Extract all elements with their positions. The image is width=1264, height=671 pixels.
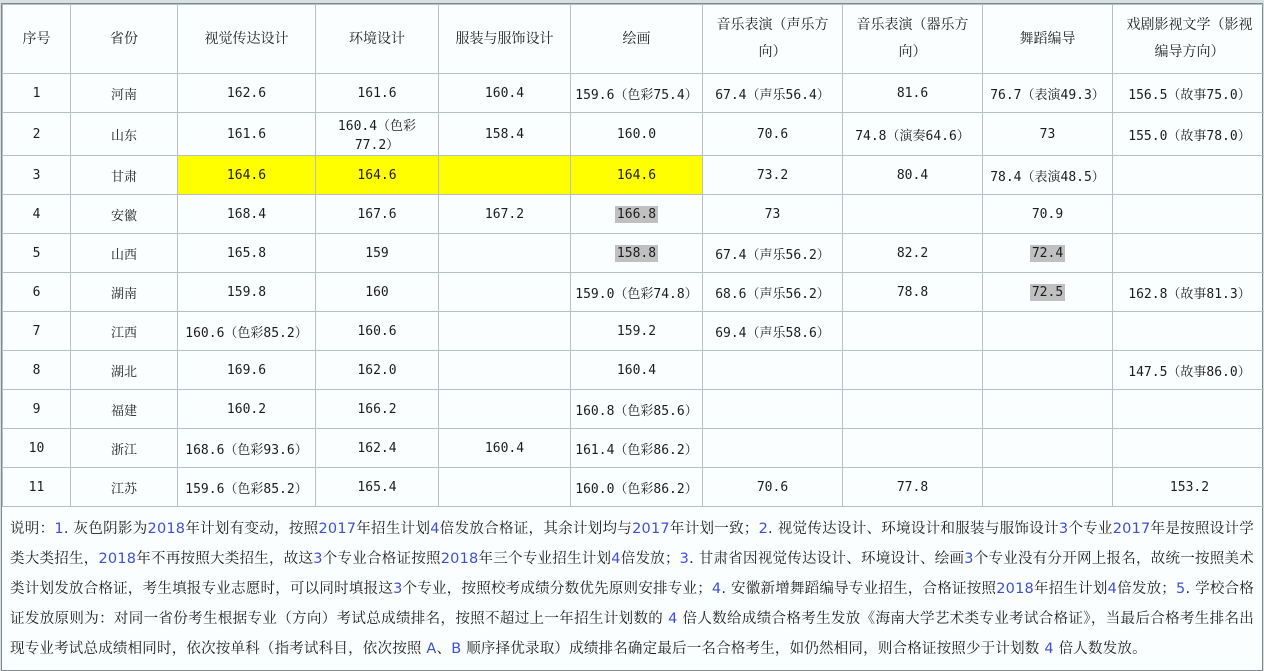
table-cell: 江苏: [71, 468, 178, 507]
table-cell: 155.0（故事78.0）: [1113, 113, 1264, 156]
table-cell: [703, 390, 843, 429]
table-cell: 河南: [71, 74, 178, 113]
table-cell: 165.4: [316, 468, 439, 507]
table-cell: 160.0（色彩86.2）: [571, 468, 703, 507]
table-cell: 159.6（色彩85.2）: [178, 468, 316, 507]
table-cell: 10: [3, 429, 71, 468]
table-cell: [1113, 234, 1264, 273]
table-cell: [439, 390, 571, 429]
table-cell: [983, 429, 1113, 468]
table-cell: 6: [3, 273, 71, 312]
table-cell: [439, 468, 571, 507]
table-cell: [439, 312, 571, 351]
changed-value-highlight: 158.8: [615, 245, 658, 262]
table-row: [3, 468, 1264, 507]
table-cell: [843, 195, 983, 234]
table-cell: 78.8: [843, 273, 983, 312]
table-cell: 164.6: [571, 156, 703, 195]
table-cell: 167.2: [439, 195, 571, 234]
table-row: [3, 156, 1264, 195]
table-cell: 159.2: [571, 312, 703, 351]
table-cell: 169.6: [178, 351, 316, 390]
table-cell: 9: [3, 390, 71, 429]
table-cell: [1113, 312, 1264, 351]
table-cell: 162.6: [178, 74, 316, 113]
scores-table: [2, 4, 1264, 507]
column-header: 视觉传达设计: [178, 5, 316, 74]
column-header: 绘画: [571, 5, 703, 74]
table-cell: 77.8: [843, 468, 983, 507]
table-cell: 73: [703, 195, 843, 234]
table-cell: 70.6: [703, 113, 843, 156]
table-cell: 160.4: [439, 74, 571, 113]
table-cell: [439, 351, 571, 390]
table-cell: 67.4（声乐56.2）: [703, 234, 843, 273]
table-cell: 164.6: [316, 156, 439, 195]
column-header: 音乐表演（声乐方向）: [703, 5, 843, 74]
table-cell: [439, 234, 571, 273]
table-row: [3, 74, 1264, 113]
table-row: [3, 351, 1264, 390]
column-header: 舞蹈编导: [983, 5, 1113, 74]
table-cell: 11: [3, 468, 71, 507]
table-cell: 76.7（表演49.3）: [983, 74, 1113, 113]
table-cell: [843, 390, 983, 429]
table-cell: 160.4: [571, 351, 703, 390]
table-cell: 160.6: [316, 312, 439, 351]
table-cell: 160.8（色彩85.6）: [571, 390, 703, 429]
column-header: 环境设计: [316, 5, 439, 74]
table-cell: 70.9: [983, 195, 1113, 234]
table-cell: 7: [3, 312, 71, 351]
table-cell: 安徽: [71, 195, 178, 234]
table-cell: 164.6: [178, 156, 316, 195]
table-cell: 82.2: [843, 234, 983, 273]
table-cell: 159: [316, 234, 439, 273]
table-cell: 80.4: [843, 156, 983, 195]
table-body: [3, 74, 1264, 507]
header-row: [3, 5, 1264, 74]
table-cell: 73: [983, 113, 1113, 156]
table-cell: 160.4（色彩77.2）: [316, 113, 439, 156]
table-cell: 67.4（声乐56.4）: [703, 74, 843, 113]
table-cell: 81.6: [843, 74, 983, 113]
table-cell: 161.4（色彩86.2）: [571, 429, 703, 468]
table-cell: [571, 195, 703, 234]
table-cell: 160.2: [178, 390, 316, 429]
table-cell: [843, 351, 983, 390]
table-cell: 江西: [71, 312, 178, 351]
table-cell: 161.6: [178, 113, 316, 156]
table-cell: 160.4: [439, 429, 571, 468]
table-cell: 78.4（表演48.5）: [983, 156, 1113, 195]
table-cell: [983, 468, 1113, 507]
table-row: [3, 390, 1264, 429]
table-cell: 74.8（演奏64.6）: [843, 113, 983, 156]
table-cell: [983, 273, 1113, 312]
table-cell: 山东: [71, 113, 178, 156]
table-cell: 156.5（故事75.0）: [1113, 74, 1264, 113]
table-cell: 1: [3, 74, 71, 113]
table-cell: 160.0: [571, 113, 703, 156]
table-cell: 浙江: [71, 429, 178, 468]
notes-text: 说明：1. 灰色阴影为2018年计划有变动，按照2017年招生计划4倍发放合格证，其余计划均与2017年计划一致；2. 视觉传达设计、环境设计和服装与服饰设计3个专业2017年是按照设计学类大类招生，2018年不再按照大类招生，故这3个专业合格证按照2018年三个专业招生计划4倍发放；3. 甘肃省因视觉传达设计、环境设计、绘画3个专业没有分开网上报名，故统一按照美术类计划发放合格证，考生填报专业志愿时，可以同时填报这3个专业，按照校考成绩分数优先原则安排专业；4. 安徽新增舞蹈编导专业招生，合格证按照2018年招生计划4倍发放；5. 学校合格证发放原则为：对同一省份考生根据专业（方向）考试总成绩排名，按照不超过上一年招生计划数的 4 倍人数给成绩合格考生发放《海南大学艺术类专业考试合格证》，当最后合格考生排名出现专业考试总成绩相同时，依次按单科（指考试科目，依次按照 A、B 顺序择优录取）成绩排名确定最后一名合格考生，如仍然相同，则合格证按照少于计划数 4 倍人数发放。: [2, 507, 1262, 670]
changed-value-highlight: 166.8: [615, 206, 658, 223]
table-cell: [571, 234, 703, 273]
table-cell: 167.6: [316, 195, 439, 234]
table-row: [3, 113, 1264, 156]
table-cell: 161.6: [316, 74, 439, 113]
table-cell: [843, 312, 983, 351]
table-cell: 68.6（声乐56.2）: [703, 273, 843, 312]
table-cell: [983, 390, 1113, 429]
table-cell: 福建: [71, 390, 178, 429]
table-cell: 湖北: [71, 351, 178, 390]
table-cell: [1113, 195, 1264, 234]
table-cell: [439, 156, 571, 195]
changed-value-highlight: 72.4: [1030, 245, 1065, 262]
table-cell: [983, 312, 1113, 351]
table-cell: 2: [3, 113, 71, 156]
table-cell: 165.8: [178, 234, 316, 273]
table-cell: 70.6: [703, 468, 843, 507]
table-cell: 159.8: [178, 273, 316, 312]
table-row: [3, 273, 1264, 312]
table-cell: 8: [3, 351, 71, 390]
table-cell: 山西: [71, 234, 178, 273]
table-row: [3, 195, 1264, 234]
table-cell: [439, 273, 571, 312]
table-cell: [703, 351, 843, 390]
table-cell: 147.5（故事86.0）: [1113, 351, 1264, 390]
column-header: 序号: [3, 5, 71, 74]
table-cell: 158.4: [439, 113, 571, 156]
table-cell: 166.2: [316, 390, 439, 429]
column-header: 服装与服饰设计: [439, 5, 571, 74]
score-sheet: [1, 3, 1263, 671]
table-cell: 160.6（色彩85.2）: [178, 312, 316, 351]
table-cell: 153.2: [1113, 468, 1264, 507]
table-cell: 160: [316, 273, 439, 312]
table-cell: 甘肃: [71, 156, 178, 195]
table-row: [3, 234, 1264, 273]
changed-value-highlight: 72.5: [1030, 284, 1065, 301]
table-cell: 4: [3, 195, 71, 234]
table-cell: 168.6（色彩93.6）: [178, 429, 316, 468]
table-cell: 159.0（色彩74.8）: [571, 273, 703, 312]
table-cell: 3: [3, 156, 71, 195]
table-cell: [703, 429, 843, 468]
table-cell: [983, 351, 1113, 390]
table-cell: 69.4（声乐58.6）: [703, 312, 843, 351]
table-row: [3, 312, 1264, 351]
table-cell: 162.4: [316, 429, 439, 468]
column-header: 省份: [71, 5, 178, 74]
table-cell: [1113, 429, 1264, 468]
table-cell: [843, 429, 983, 468]
table-cell: [983, 234, 1113, 273]
table-cell: 湖南: [71, 273, 178, 312]
table-row: [3, 429, 1264, 468]
table-cell: 5: [3, 234, 71, 273]
table-cell: 168.4: [178, 195, 316, 234]
table-cell: [1113, 156, 1264, 195]
table-cell: 73.2: [703, 156, 843, 195]
column-header: 戏剧影视文学（影视编导方向）: [1113, 5, 1264, 74]
column-header: 音乐表演（器乐方向）: [843, 5, 983, 74]
table-cell: 162.8（故事81.3）: [1113, 273, 1264, 312]
table-cell: [1113, 390, 1264, 429]
table-cell: 162.0: [316, 351, 439, 390]
table-cell: 159.6（色彩75.4）: [571, 74, 703, 113]
